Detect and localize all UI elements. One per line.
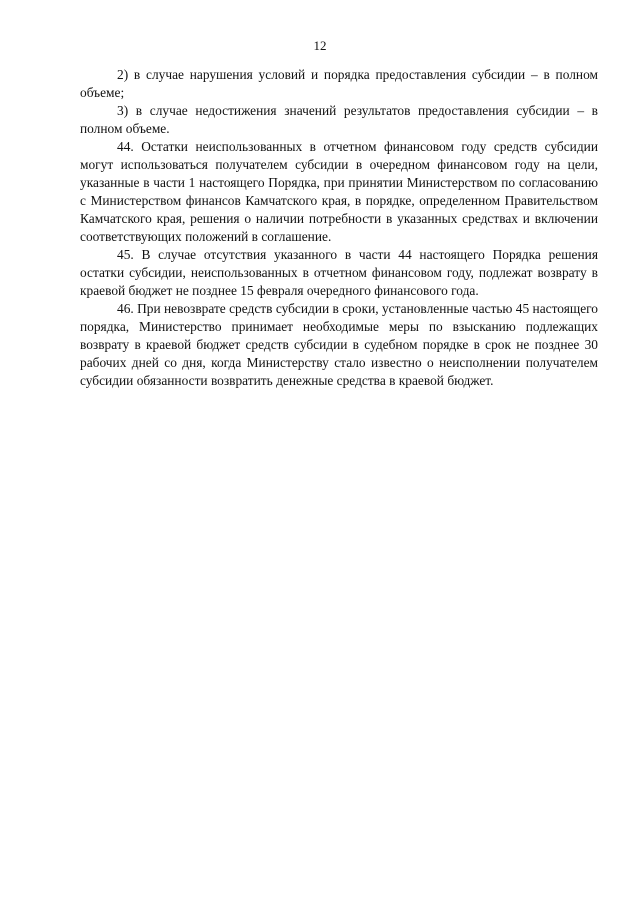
paragraph-44: 44. Остатки неиспользованных в отчетном финансовом году средств субсидии могут использоваться получателем субсидии в очередном финансовом году на цели, указанные в части 1 настоящего Порядка, при принятии Министерством по согласованию с Министерством финансов Камчатского края, в порядке, определенном Правительством Камчатского края, решения о наличии потребности в указанных средствах и включении соответствующих положений в соглашение. xyxy=(80,139,598,244)
paragraph-46: 46. При невозврате средств субсидии в сроки, установленные частью 45 настоящего порядка, Министерство принимает необходимые меры по взысканию подлежащих возврату в краевой бюджет средств субсидии в судебном порядке в срок не позднее 30 рабочих дней со дня, когда Министерству стало известно о неисполнении получателем субсидии обязанности возвратить денежные средства в краевой бюджет. xyxy=(80,301,598,388)
paragraph-item-2: 2) в случае нарушения условий и порядка предоставления субсидии – в полном объеме; xyxy=(80,67,598,100)
paragraph-item-3: 3) в случае недостижения значений результатов предоставления субсидии – в полном объеме. xyxy=(80,103,598,136)
page-number: 12 xyxy=(313,38,327,53)
document-body xyxy=(80,66,598,390)
paragraph-45: 45. В случае отсутствия указанного в части 44 настоящего Порядка решения остатки субсидии, неиспользованных в отчетном финансовом году, подлежат возврату в краевой бюджет не позднее 15 февраля очередного финансового года. xyxy=(80,247,598,298)
